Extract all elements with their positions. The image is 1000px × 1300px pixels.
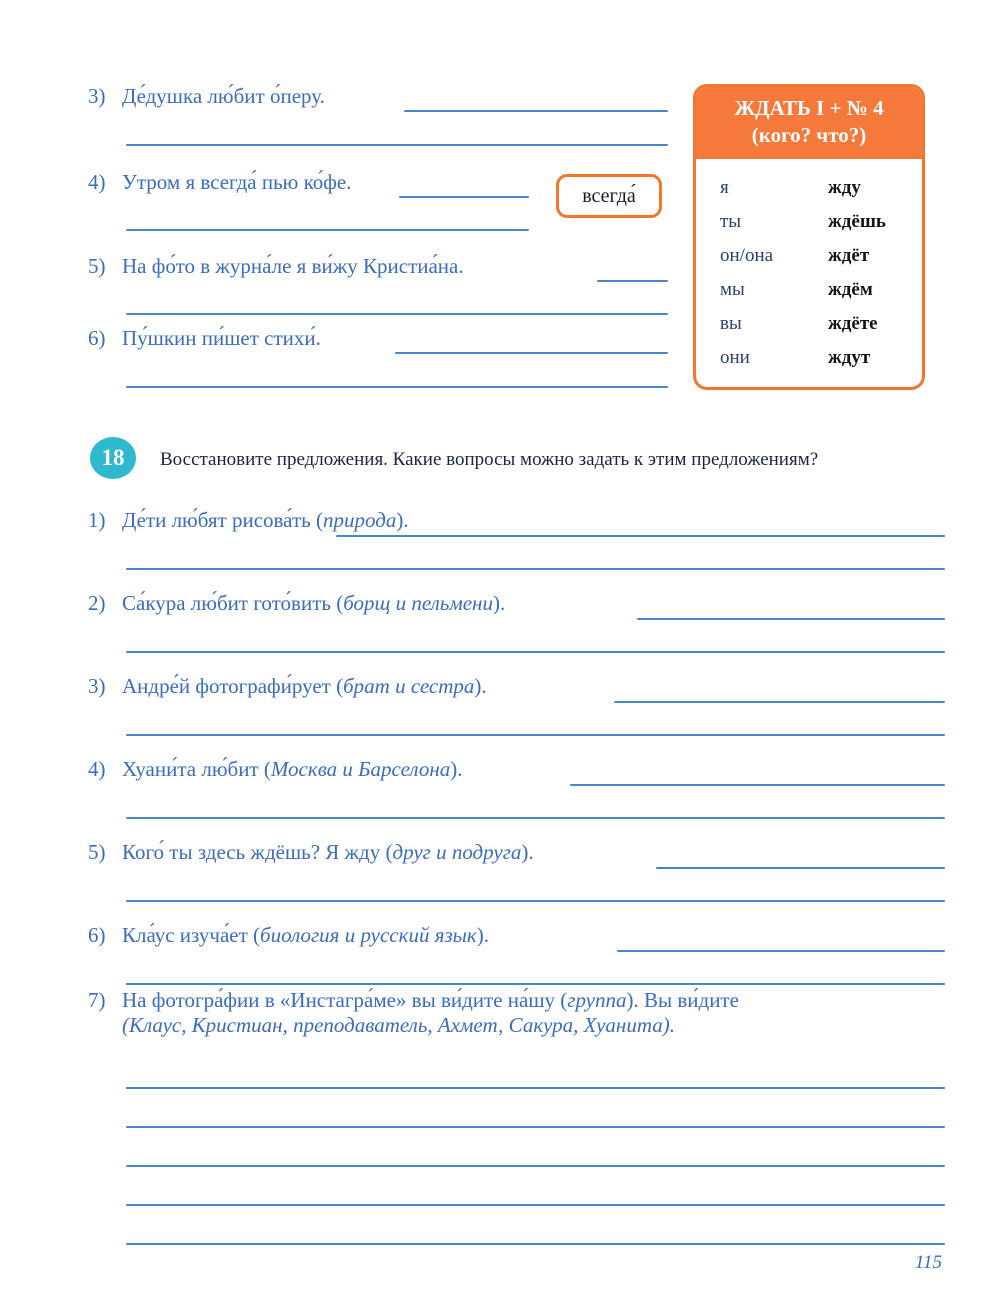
answer-blank[interactable] (126, 1243, 945, 1245)
pronoun-cell: я (720, 176, 729, 198)
table-row (696, 273, 922, 307)
table-row (696, 205, 922, 239)
list-item (88, 757, 462, 782)
page-number: 115 (914, 1252, 942, 1273)
table-row (696, 239, 922, 273)
answer-blank[interactable] (126, 568, 945, 570)
sentence-cue: группа (567, 988, 627, 1012)
item-sentence: На фо́то в журна́ле я ви́жу Кристиа́на. (122, 254, 464, 278)
item-number: 5) (88, 254, 106, 278)
sentence-prefix: Кла́ус изуча́ет ( (122, 923, 261, 947)
verb-card-body (696, 159, 922, 387)
verb-form-cell: ждут (828, 346, 871, 368)
exercise-number-badge (90, 437, 136, 479)
answer-blank[interactable] (126, 817, 945, 819)
sentence-line-2: (Клаус, Кристиан, преподаватель, Ахмет, Сакура, Хуанита). (122, 1013, 675, 1038)
answer-blank[interactable] (126, 651, 945, 653)
item-number: 3) (88, 674, 106, 698)
sentence-suffix: ). (474, 674, 487, 698)
sentence-cue: друг и подруга (392, 840, 522, 864)
item-sentence (122, 508, 409, 533)
verb-form-cell: ждём (828, 278, 873, 300)
verb-form-cell: ждёте (828, 312, 878, 334)
list-item (88, 923, 489, 948)
verb-card-title-line2: (кого? что?) (751, 122, 867, 147)
pronoun-cell: вы (720, 312, 742, 334)
item-number: 7) (88, 988, 106, 1012)
answer-blank[interactable] (395, 352, 668, 354)
answer-blank[interactable] (126, 313, 668, 315)
answer-blank[interactable] (126, 900, 945, 902)
item-number: 2) (88, 591, 106, 615)
answer-blank[interactable] (126, 386, 668, 388)
list-item (88, 326, 321, 351)
answer-blank[interactable] (126, 1165, 945, 1167)
sentence-cue: борщ и пельмени (343, 591, 493, 615)
item-number: 4) (88, 170, 106, 194)
answer-blank[interactable] (656, 867, 945, 869)
list-item (88, 591, 505, 616)
answer-blank[interactable] (126, 229, 529, 231)
sentence-suffix: ). (476, 923, 489, 947)
answer-blank[interactable] (597, 280, 668, 282)
item-sentence (122, 923, 489, 948)
verb-conjugation-card (693, 84, 925, 390)
item-number: 6) (88, 326, 106, 350)
item-sentence (122, 988, 739, 1038)
answer-blank[interactable] (404, 110, 668, 112)
sentence-cue: природа (322, 508, 397, 532)
answer-blank[interactable] (126, 734, 945, 736)
answer-blank[interactable] (614, 701, 945, 703)
sentence-prefix: Са́кура лю́бит гото́вить ( (122, 591, 344, 615)
item-sentence: Де́душка лю́бит о́перу. (122, 84, 325, 108)
answer-blank[interactable] (637, 618, 945, 620)
item-number: 3) (88, 84, 106, 108)
item-sentence: Утром я всегда́ пью ко́фе. (122, 170, 352, 194)
sentence-suffix: ). (492, 591, 506, 615)
list-item (88, 674, 487, 699)
answer-blank[interactable] (336, 535, 945, 537)
answer-blank[interactable] (126, 144, 668, 146)
answer-blank[interactable] (126, 1204, 945, 1206)
answer-blank[interactable] (126, 983, 945, 985)
table-row (696, 307, 922, 341)
sentence-cue: брат и сестра (343, 674, 475, 698)
conjugation-table (696, 171, 922, 375)
verb-form-cell: ждёшь (828, 210, 886, 232)
pronoun-cell: мы (720, 278, 745, 300)
item-number: 1) (88, 508, 106, 532)
table-row (696, 341, 922, 375)
answer-blank[interactable] (570, 784, 945, 786)
callout-word: всегда́ (582, 184, 636, 207)
list-item (88, 170, 351, 195)
item-sentence: Пу́шкин пи́шет стихи́. (122, 326, 321, 350)
verb-form-cell: жду (828, 176, 861, 198)
sentence-suffix: ). (450, 757, 463, 781)
list-item (88, 988, 739, 1038)
item-number: 6) (88, 923, 106, 947)
sentence-line-1 (122, 988, 739, 1012)
sentence-prefix: Андре́й фотографи́рует ( (122, 674, 344, 698)
answer-blank[interactable] (399, 196, 529, 198)
item-number: 5) (88, 840, 106, 864)
sentence-prefix: Кого́ ты здесь ждёшь? Я жду ( (122, 840, 393, 864)
pronoun-cell: ты (720, 210, 742, 232)
sentence-cue: Москва и Барселона (270, 757, 451, 781)
verb-card-title-line1: ЖДАТЬ I + № 4 (734, 96, 884, 120)
answer-blank[interactable] (126, 1087, 945, 1089)
sentence-suffix: ). (396, 508, 409, 532)
sentence-prefix: Де́ти лю́бят рисова́ть ( (122, 508, 323, 532)
item-number: 4) (88, 757, 106, 781)
list-item (88, 84, 325, 109)
verb-form-cell: ждёт (828, 244, 870, 266)
list-item (88, 840, 534, 865)
table-row (696, 171, 922, 205)
verb-card-header (696, 87, 922, 159)
answer-blank[interactable] (126, 1126, 945, 1128)
item-sentence (122, 674, 487, 699)
item-sentence (122, 757, 462, 782)
pronoun-cell: он/она (720, 244, 774, 266)
item-sentence (122, 591, 505, 616)
exercise-instruction: Восстановите предложения. Какие вопросы можно задать к этим предложениям? (160, 449, 819, 470)
list-item (88, 254, 464, 279)
sentence-suffix: ). (521, 840, 534, 864)
sentence-suffix: ). Вы ви́дите (626, 988, 739, 1012)
sentence-prefix: На фотогра́фии в «Инстагра́ме» вы ви́дите на́шу ( (122, 988, 568, 1012)
exercise-number: 18 (101, 445, 125, 470)
item-sentence (122, 840, 534, 865)
answer-blank[interactable] (617, 950, 945, 952)
list-item (88, 508, 409, 533)
sentence-cue: биология и русский язык (260, 923, 477, 947)
pronoun-cell: они (720, 346, 750, 368)
vocabulary-callout (556, 174, 662, 218)
sentence-prefix: Хуани́та лю́бит ( (122, 757, 271, 781)
